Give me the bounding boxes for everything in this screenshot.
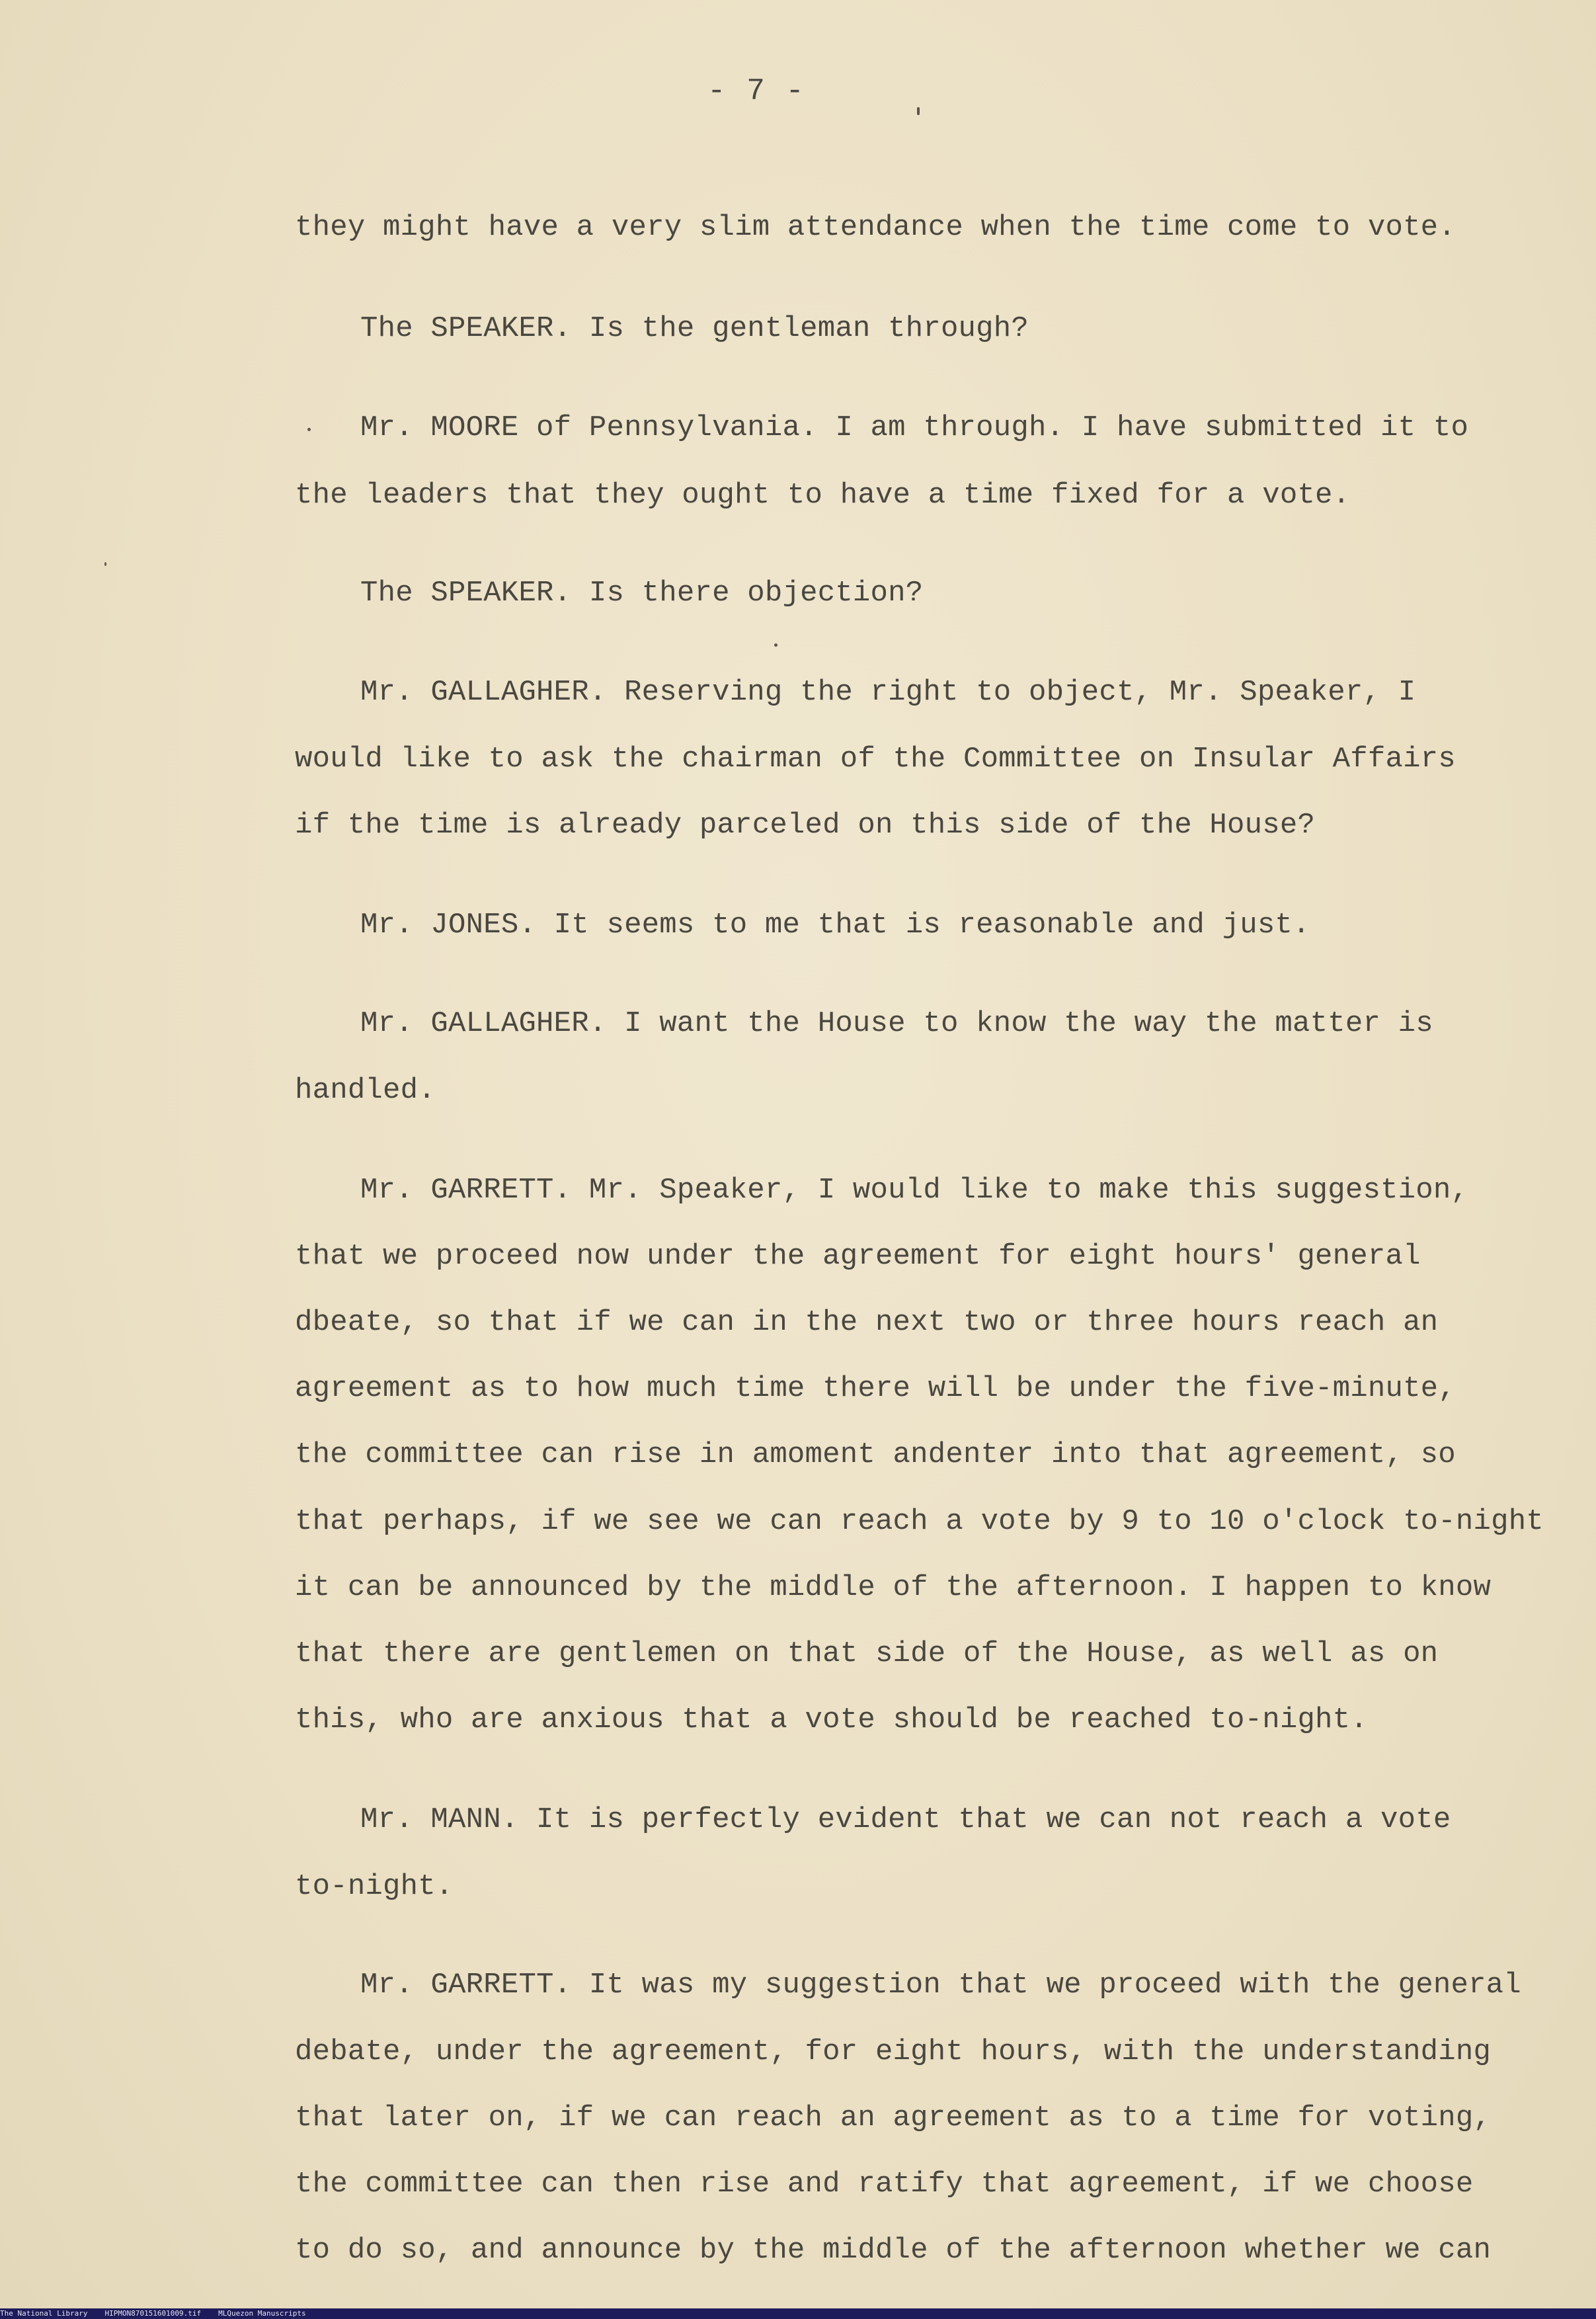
- text-line: that we proceed now under the agreement for eight hours' general: [295, 1240, 1421, 1273]
- text-line: that later on, if we can reach an agreement as to a time for voting,: [295, 2101, 1492, 2135]
- text-line: would like to ask the chairman of the Committee on Insular Affairs: [295, 743, 1456, 776]
- text-line: Mr. MANN. It is perfectly evident that we can not reach a vote: [360, 1803, 1451, 1836]
- paper-speck: [774, 643, 778, 647]
- text-line: they might have a very slim attendance when the time come to vote.: [295, 211, 1456, 244]
- text-line: that perhaps, if we see we can reach a vote by 9 to 10 o'clock to-night: [295, 1505, 1544, 1538]
- text-line: it can be announced by the middle of the afternoon. I happen to know: [295, 1571, 1492, 1604]
- text-line: that there are gentlemen on that side of the House, as well as on: [295, 1637, 1439, 1670]
- text-line: to do so, and announce by the middle of the afternoon whether we can: [295, 2234, 1492, 2267]
- footer-library: The National Library: [0, 2309, 88, 2318]
- paper-speck: [917, 107, 920, 115]
- text-line: if the time is already parceled on this side of the House?: [295, 809, 1316, 842]
- text-line: this, who are anxious that a vote should be reached to-night.: [295, 1703, 1368, 1736]
- text-line: to-night.: [295, 1870, 454, 1903]
- footer-file: HIPMON870151601009.tif: [104, 2309, 202, 2318]
- text-line: agreement as to how much time there will be under the five-minute,: [295, 1372, 1456, 1405]
- text-line: dbeate, so that if we can in the next two or three hours reach an: [295, 1306, 1439, 1339]
- text-line: the committee can rise in amoment andenter into that agreement, so: [295, 1438, 1456, 1471]
- text-line: Mr. GARRETT. It was my suggestion that we proceed with the general: [360, 1969, 1521, 2002]
- paper-speck: [104, 562, 106, 566]
- archive-footer: [0, 2308, 1596, 2319]
- text-line: Mr. GALLAGHER. Reserving the right to object, Mr. Speaker, I: [360, 676, 1416, 709]
- text-line: the leaders that they ought to have a time fixed for a vote.: [295, 479, 1351, 512]
- text-line: handled.: [295, 1074, 436, 1107]
- text-line: Mr. GARRETT. Mr. Speaker, I would like to make this suggestion,: [360, 1174, 1469, 1207]
- page-number: - 7 -: [707, 74, 806, 108]
- text-line: Mr. JONES. It seems to me that is reasonable and just.: [360, 909, 1310, 942]
- text-line: the committee can then rise and ratify that agreement, if we choose: [295, 2168, 1474, 2201]
- text-line: debate, under the agreement, for eight hours, with the understanding: [295, 2035, 1492, 2068]
- footer-collection: MLQuezon Manuscripts: [218, 2309, 306, 2318]
- paper-speck: [307, 428, 311, 431]
- text-line: Mr. MOORE of Pennsylvania. I am through. I have submitted it to: [360, 411, 1469, 444]
- text-line: Mr. GALLAGHER. I want the House to know the way the matter is: [360, 1007, 1433, 1040]
- text-line: The SPEAKER. Is there objection?: [360, 577, 924, 610]
- text-line: The SPEAKER. Is the gentleman through?: [360, 312, 1029, 345]
